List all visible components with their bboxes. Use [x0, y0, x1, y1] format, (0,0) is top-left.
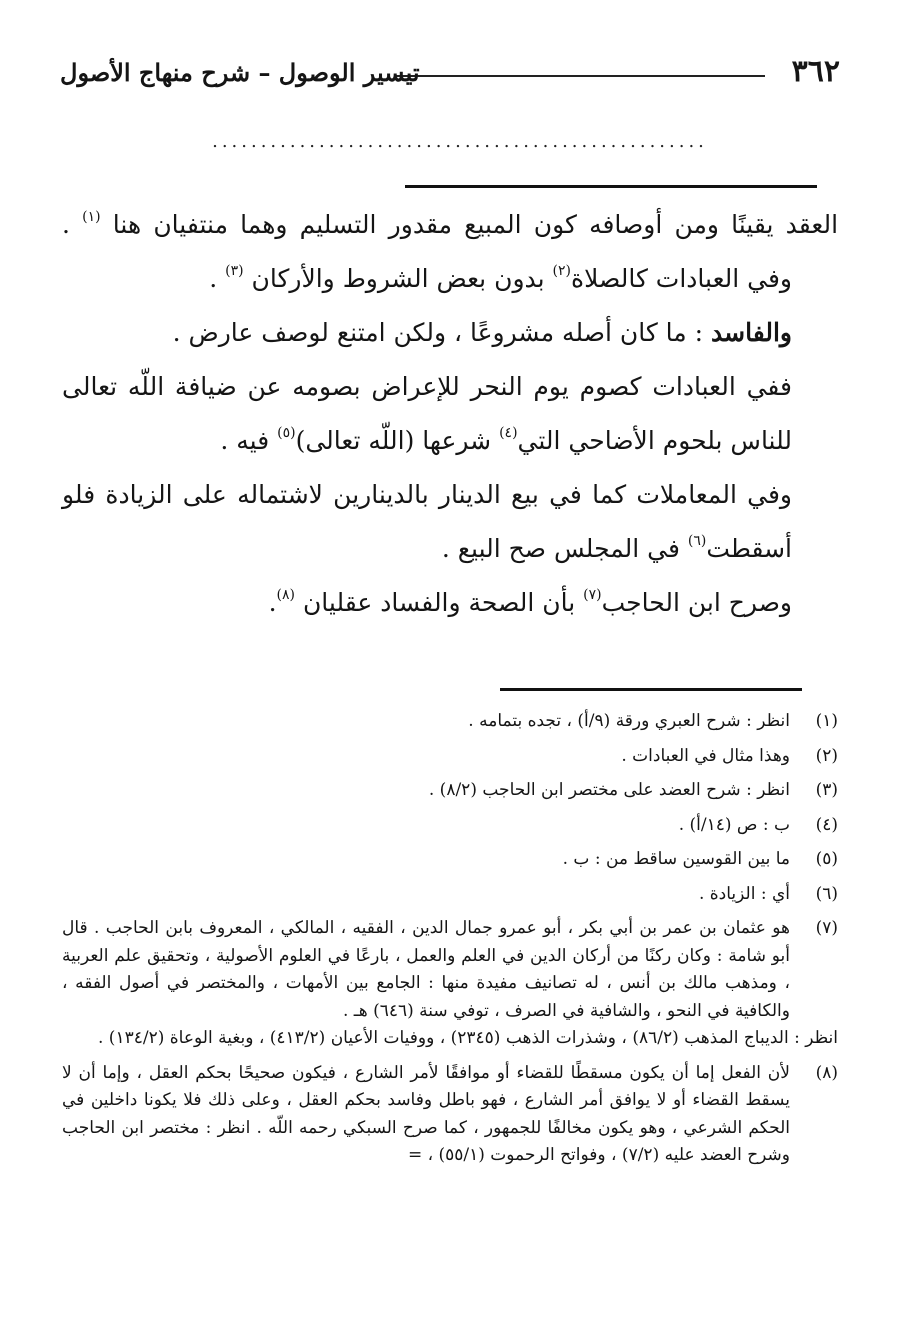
p4-text-c: فيه .	[220, 426, 278, 455]
footnote-number: (٣)	[815, 780, 838, 800]
separator-dots: ...................................................	[212, 131, 708, 151]
footnote-rule	[500, 688, 802, 691]
footnote-ref-7: (٧)	[583, 587, 602, 603]
footnote-ref-1: (١)	[82, 209, 101, 225]
footnote-text: انظر : شرح العضد على مختصر ابن الحاجب (٨/٢) .	[428, 780, 790, 800]
term-fasid: والفاسد	[711, 318, 792, 347]
footnote-ref-8: (٨)	[276, 587, 295, 603]
p4-text-a: ففي العبادات كصوم يوم النحر للإعراض بصومه عن ضيافة اللّه تعالى للناس بلحوم الأضاحي التي	[62, 372, 792, 455]
footnote-number: (٢)	[815, 745, 838, 766]
paragraph-5	[62, 468, 838, 576]
footnote-number: (٨)	[815, 1062, 838, 1083]
paragraph-3	[62, 306, 838, 360]
footnote-text: وهذا مثال في العبادات .	[621, 745, 790, 766]
footnote-8	[62, 1060, 838, 1170]
p2-text-b: بدون بعض الشروط والأركان	[251, 264, 553, 293]
footnote-ref-6: (٦)	[687, 533, 707, 549]
running-title: تيسير الوصول – شرح منهاج الأصول	[60, 58, 420, 87]
top-rule	[405, 185, 817, 188]
paragraph-6	[62, 576, 838, 630]
p6-text-a: وصرح ابن الحاجب	[601, 588, 792, 617]
footnote-text: انظر : شرح العبري ورقة (٩/أ) ، تجده بتمامه .	[468, 711, 790, 731]
footnote-3	[62, 777, 838, 805]
footnote-text: ب : ص (١٤/أ) .	[678, 814, 790, 835]
footnote-number: (٧)	[815, 918, 838, 938]
p5-text-b: في المجلس صح البيع .	[441, 534, 688, 563]
footnote-number: (٤)	[815, 814, 838, 835]
page-header	[60, 50, 840, 100]
page-number: ٣٦٢	[791, 54, 840, 89]
footnote-text: ما بين القوسين ساقط من : ب .	[562, 849, 790, 869]
footnote-number: (١)	[815, 711, 838, 731]
footnote-4	[62, 812, 838, 840]
p2-text-a: وفي العبادات كالصلاة	[571, 264, 792, 293]
p4-text-b: شرعها (اللّه تعالى)	[295, 426, 500, 455]
paragraph-2	[62, 252, 838, 306]
p3-text: : ما كان أصله مشروعًا ، ولكن امتنع لوصف عارض .	[172, 318, 712, 347]
footnote-text: أي : الزيادة .	[698, 883, 790, 904]
footnote-7	[62, 915, 838, 1025]
p1-text: العقد يقينًا ومن أوصافه كون المبيع مقدور التسليم وهما منتفيان هنا	[112, 210, 839, 239]
p5-text-a: وفي المعاملات كما في بيع الدينار بالدينارين لاشتماله على الزيادة فلو أسقطت	[62, 480, 792, 563]
p2-end: .	[209, 264, 218, 293]
footnote-2	[62, 743, 838, 771]
paragraph-1	[62, 198, 838, 252]
main-text	[62, 198, 838, 630]
footnote-7-sources	[62, 1025, 838, 1053]
header-rule	[395, 75, 765, 77]
footnote-ref-4: (٤)	[499, 425, 518, 441]
footnotes	[62, 708, 838, 1170]
footnote-text: انظر : الديباج المذهب (٨٦/٢) ، وشذرات الذهب (٢٣٤٥) ، ووفيات الأعيان (٤١٣/٢) ، وبغية الوعاة (١٣٤/٢) .	[98, 1028, 838, 1048]
p1-end: .	[62, 210, 70, 239]
footnote-number: (٥)	[815, 849, 838, 869]
paragraph-4	[62, 360, 838, 468]
footnote-ref-2: (٢)	[552, 263, 572, 279]
footnote-1	[62, 708, 838, 736]
p6-end: .	[268, 588, 277, 617]
p6-text-b: بأن الصحة والفساد عقليان	[302, 588, 584, 617]
footnote-text: لأن الفعل إما أن يكون مسقطًا للقضاء أو موافقًا لأمر الشارع ، فيكون صحيحًا بحكم العقل ، وإما أن لا يسقط القضاء أو لا يوافق أمر الشارع ، فهو باطل وفاسد بحكم العقل ، وعلى ذلك فلا يكونا داخلين في الحكم الشرعي ، وهو يكون مخالفًا للجمهور ، كما صرح السبكي رحمه اللّه . انظر : مختصر ابن الحاجب وشرح العضد عليه (٧/٢) ، وفواتح الرحموت (٥٥/١) ، =	[62, 1062, 790, 1165]
footnote-ref-5: (٥)	[277, 425, 296, 441]
footnote-number: (٦)	[815, 883, 838, 904]
footnote-5	[62, 846, 838, 874]
footnote-ref-3: (٣)	[225, 263, 244, 279]
footnote-text: هو عثمان بن عمر بن أبي بكر ، أبو عمرو جمال الدين ، الفقيه ، المالكي ، المعروف بابن الحاجب . قال أبو شامة : وكان ركنًا من أركان الدين في العلم والعمل ، بارعًا في العلوم الأصولية ، وتحقيق علم العربية ، ومذهب مالك بن أنس ، له تصانيف مفيدة منها : الجامع بين الأمهات ، والمختصر في أصول الفقه ، والكافية في النحو ، والشافية في الصرف ، توفي سنة (٦٤٦) هـ .	[62, 918, 790, 1021]
footnote-6	[62, 881, 838, 909]
